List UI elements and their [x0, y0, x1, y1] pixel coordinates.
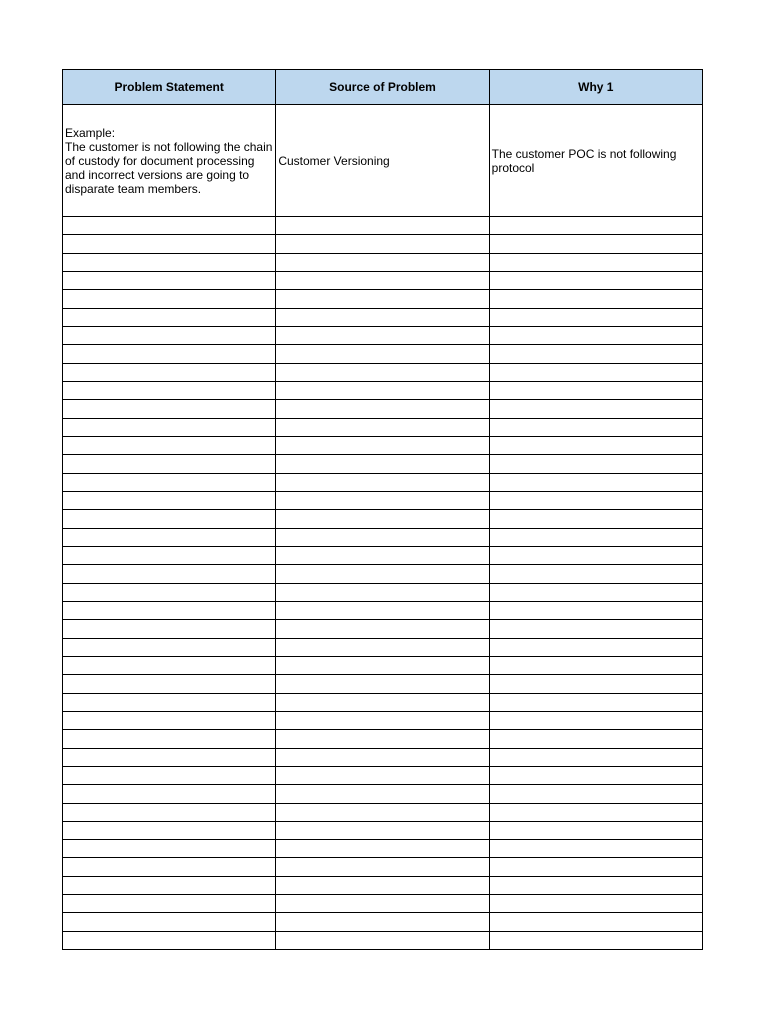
- problem-statement-cell[interactable]: [63, 473, 276, 491]
- source-of-problem-cell[interactable]: [276, 583, 489, 601]
- why-1-cell[interactable]: [489, 381, 702, 399]
- why-1-cell[interactable]: [489, 840, 702, 858]
- problem-statement-cell[interactable]: [63, 491, 276, 509]
- problem-statement-cell[interactable]: [63, 913, 276, 931]
- why-1-cell[interactable]: [489, 400, 702, 418]
- header-row: [63, 70, 703, 105]
- why-1-cell[interactable]: [489, 510, 702, 528]
- why-1-cell[interactable]: [489, 565, 702, 583]
- source-of-problem-cell[interactable]: [276, 620, 489, 638]
- why-1-cell[interactable]: [489, 675, 702, 693]
- why-1-cell[interactable]: [489, 271, 702, 289]
- why-1-cell[interactable]: [489, 803, 702, 821]
- why-1-cell[interactable]: [489, 895, 702, 913]
- why-1-cell[interactable]: [489, 546, 702, 564]
- table-row: [63, 748, 703, 766]
- problem-statement-cell[interactable]: [63, 931, 276, 949]
- header-why-1[interactable]: Why 1: [489, 70, 702, 105]
- source-of-problem-cell[interactable]: [276, 675, 489, 693]
- example-why-1-cell[interactable]: The customer POC is not following protocol: [489, 105, 702, 217]
- table-row: [63, 840, 703, 858]
- problem-statement-cell[interactable]: [63, 601, 276, 619]
- source-of-problem-cell[interactable]: [276, 656, 489, 674]
- problem-statement-cell[interactable]: [63, 730, 276, 748]
- source-of-problem-cell[interactable]: [276, 913, 489, 931]
- table-row: [63, 785, 703, 803]
- problem-statement-cell[interactable]: [63, 656, 276, 674]
- table-row: [63, 235, 703, 253]
- why-1-cell[interactable]: [489, 473, 702, 491]
- problem-statement-cell[interactable]: [63, 748, 276, 766]
- problem-statement-cell[interactable]: [63, 418, 276, 436]
- table-row: [63, 253, 703, 271]
- source-of-problem-cell[interactable]: [276, 473, 489, 491]
- header-problem-statement[interactable]: Problem Statement: [63, 70, 276, 105]
- source-of-problem-cell[interactable]: [276, 895, 489, 913]
- table-row: [63, 766, 703, 784]
- source-of-problem-cell[interactable]: [276, 711, 489, 729]
- table-row: [63, 217, 703, 235]
- problem-statement-cell[interactable]: [63, 400, 276, 418]
- table-row: [63, 345, 703, 363]
- problem-statement-cell[interactable]: [63, 693, 276, 711]
- table-row: [63, 583, 703, 601]
- table-row: [63, 638, 703, 656]
- why-1-cell[interactable]: [489, 253, 702, 271]
- source-of-problem-cell[interactable]: [276, 785, 489, 803]
- table-row: [63, 675, 703, 693]
- source-of-problem-cell[interactable]: [276, 363, 489, 381]
- source-of-problem-cell[interactable]: [276, 766, 489, 784]
- why-1-cell[interactable]: [489, 821, 702, 839]
- problem-statement-cell[interactable]: [63, 528, 276, 546]
- source-of-problem-cell[interactable]: [276, 436, 489, 454]
- why-1-cell[interactable]: [489, 858, 702, 876]
- header-source-of-problem[interactable]: Source of Problem: [276, 70, 489, 105]
- problem-statement-cell[interactable]: [63, 766, 276, 784]
- why-1-cell[interactable]: [489, 913, 702, 931]
- source-of-problem-cell[interactable]: [276, 326, 489, 344]
- source-of-problem-cell[interactable]: [276, 290, 489, 308]
- problem-statement-cell[interactable]: [63, 895, 276, 913]
- source-of-problem-cell[interactable]: [276, 748, 489, 766]
- problem-statement-cell[interactable]: [63, 583, 276, 601]
- why-1-cell[interactable]: [489, 785, 702, 803]
- source-of-problem-cell[interactable]: [276, 546, 489, 564]
- table-row: [63, 565, 703, 583]
- table-row: [63, 821, 703, 839]
- table-row: [63, 601, 703, 619]
- source-of-problem-cell[interactable]: [276, 638, 489, 656]
- problem-statement-cell[interactable]: [63, 565, 276, 583]
- problem-statement-cell[interactable]: [63, 436, 276, 454]
- why-1-cell[interactable]: [489, 455, 702, 473]
- problem-statement-cell[interactable]: [63, 620, 276, 638]
- source-of-problem-cell[interactable]: [276, 455, 489, 473]
- table-row: [63, 363, 703, 381]
- problem-statement-cell[interactable]: [63, 876, 276, 894]
- why-1-cell[interactable]: [489, 766, 702, 784]
- why-1-cell[interactable]: [489, 601, 702, 619]
- table-row: [63, 510, 703, 528]
- source-of-problem-cell[interactable]: [276, 876, 489, 894]
- source-of-problem-cell[interactable]: [276, 491, 489, 509]
- table-row: [63, 381, 703, 399]
- problem-statement-cell[interactable]: [63, 711, 276, 729]
- why-1-cell[interactable]: [489, 217, 702, 235]
- why-1-cell[interactable]: [489, 418, 702, 436]
- problem-statement-cell[interactable]: [63, 785, 276, 803]
- problem-statement-cell[interactable]: [63, 510, 276, 528]
- table-row: [63, 436, 703, 454]
- source-of-problem-cell[interactable]: [276, 400, 489, 418]
- source-of-problem-cell[interactable]: [276, 308, 489, 326]
- source-of-problem-cell[interactable]: [276, 217, 489, 235]
- problem-statement-cell[interactable]: [63, 858, 276, 876]
- source-of-problem-cell[interactable]: [276, 381, 489, 399]
- problem-statement-cell[interactable]: [63, 345, 276, 363]
- why-1-cell[interactable]: [489, 730, 702, 748]
- problem-statement-cell[interactable]: [63, 308, 276, 326]
- table-row: [63, 858, 703, 876]
- table-row: [63, 711, 703, 729]
- table-row: [63, 693, 703, 711]
- table-row: [63, 803, 703, 821]
- why-1-cell[interactable]: [489, 638, 702, 656]
- source-of-problem-cell[interactable]: [276, 730, 489, 748]
- source-of-problem-cell[interactable]: [276, 821, 489, 839]
- why-1-cell[interactable]: [489, 931, 702, 949]
- table-row: [63, 546, 703, 564]
- why-1-cell[interactable]: [489, 290, 702, 308]
- why-1-cell[interactable]: [489, 235, 702, 253]
- source-of-problem-cell[interactable]: [276, 840, 489, 858]
- source-of-problem-cell[interactable]: [276, 803, 489, 821]
- problem-statement-cell[interactable]: [63, 363, 276, 381]
- table-row: [63, 455, 703, 473]
- why-1-cell[interactable]: [489, 308, 702, 326]
- table-row: [63, 876, 703, 894]
- problem-statement-cell[interactable]: [63, 217, 276, 235]
- five-whys-table: [62, 69, 703, 950]
- problem-statement-cell[interactable]: [63, 271, 276, 289]
- problem-statement-cell[interactable]: [63, 455, 276, 473]
- why-1-cell[interactable]: [489, 748, 702, 766]
- table-row: [63, 271, 703, 289]
- problem-statement-cell[interactable]: [63, 326, 276, 344]
- source-of-problem-cell[interactable]: [276, 345, 489, 363]
- source-of-problem-cell[interactable]: [276, 693, 489, 711]
- why-1-cell[interactable]: [489, 876, 702, 894]
- problem-statement-cell[interactable]: [63, 675, 276, 693]
- why-1-cell[interactable]: [489, 345, 702, 363]
- table-row: [63, 308, 703, 326]
- table-row: [63, 528, 703, 546]
- table-row: [63, 895, 703, 913]
- source-of-problem-cell[interactable]: [276, 253, 489, 271]
- why-1-cell[interactable]: [489, 528, 702, 546]
- source-of-problem-cell[interactable]: [276, 931, 489, 949]
- why-1-cell[interactable]: [489, 711, 702, 729]
- source-of-problem-cell[interactable]: [276, 528, 489, 546]
- why-1-cell[interactable]: [489, 620, 702, 638]
- source-of-problem-cell[interactable]: [276, 271, 489, 289]
- source-of-problem-cell[interactable]: [276, 235, 489, 253]
- table-row: [63, 620, 703, 638]
- table-row: [63, 418, 703, 436]
- source-of-problem-cell[interactable]: [276, 858, 489, 876]
- source-of-problem-cell[interactable]: [276, 418, 489, 436]
- why-1-cell[interactable]: [489, 656, 702, 674]
- example-row: [63, 105, 703, 217]
- table-row: [63, 491, 703, 509]
- table-row: [63, 473, 703, 491]
- problem-statement-cell[interactable]: [63, 253, 276, 271]
- problem-statement-cell[interactable]: [63, 821, 276, 839]
- problem-statement-cell[interactable]: [63, 803, 276, 821]
- why-1-cell[interactable]: [489, 436, 702, 454]
- why-1-cell[interactable]: [489, 693, 702, 711]
- source-of-problem-cell[interactable]: [276, 565, 489, 583]
- example-source-of-problem-cell[interactable]: Customer Versioning: [276, 105, 489, 217]
- why-1-cell[interactable]: [489, 491, 702, 509]
- problem-statement-cell[interactable]: [63, 638, 276, 656]
- why-1-cell[interactable]: [489, 363, 702, 381]
- table-row: [63, 656, 703, 674]
- table-row: [63, 913, 703, 931]
- problem-statement-cell[interactable]: [63, 290, 276, 308]
- problem-statement-cell[interactable]: [63, 235, 276, 253]
- table-row: [63, 400, 703, 418]
- table-row: [63, 730, 703, 748]
- problem-statement-cell[interactable]: [63, 546, 276, 564]
- source-of-problem-cell[interactable]: [276, 601, 489, 619]
- why-1-cell[interactable]: [489, 326, 702, 344]
- table-row: [63, 290, 703, 308]
- table-row: [63, 326, 703, 344]
- problem-statement-cell[interactable]: [63, 840, 276, 858]
- table-row: [63, 931, 703, 949]
- example-problem-statement-cell[interactable]: Example: The customer is not following the chain of custody for document processing and incorrect versions are going to disparate team members.: [63, 105, 276, 217]
- why-1-cell[interactable]: [489, 583, 702, 601]
- source-of-problem-cell[interactable]: [276, 510, 489, 528]
- problem-statement-cell[interactable]: [63, 381, 276, 399]
